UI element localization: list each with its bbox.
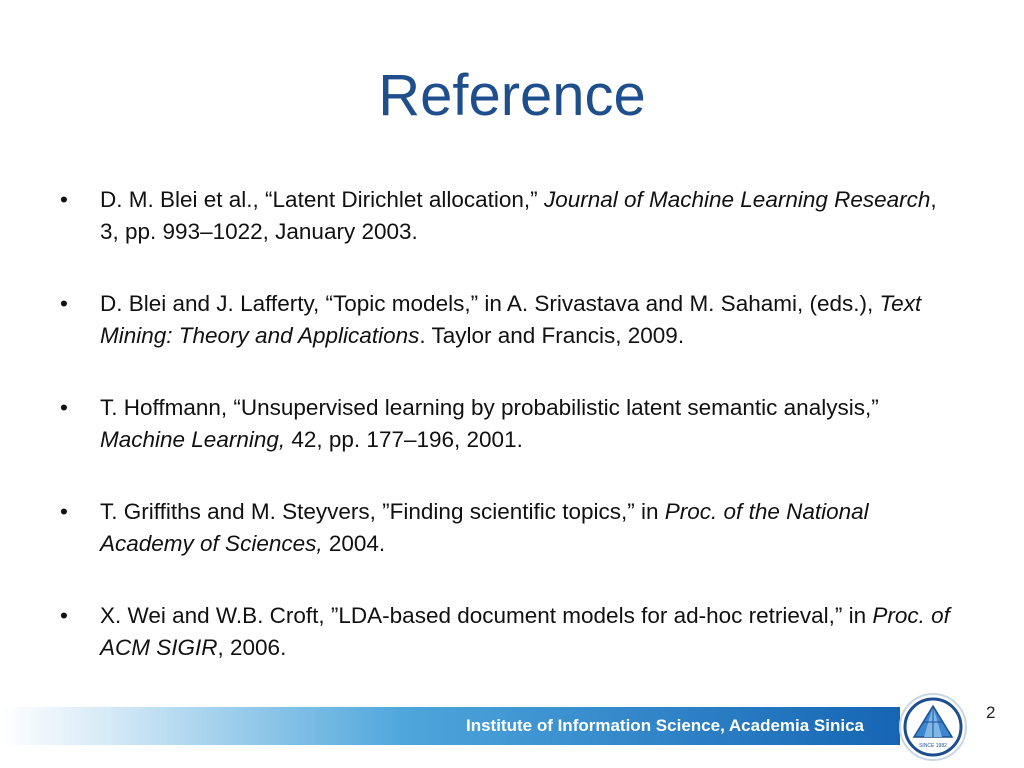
footer-institution: Institute of Information Science, Academia Sinica [465,716,864,735]
reference-venue: Machine Learning, [100,427,286,452]
reference-venue: Journal of Machine Learning Research [543,187,931,212]
reference-item [60,600,960,664]
bullet: • [60,291,68,316]
page-number: 2 [986,703,996,722]
bullet: • [60,395,68,420]
reference-details: . Taylor and Francis, 2009. [419,323,685,348]
bullet: • [60,499,68,524]
reference-details: , 3, pp. 993–1022, January 2003. [100,187,937,244]
reference-details: 42, pp. 177–196, 2001. [285,427,523,452]
reference-venue: Text Mining: Theory and Applications [100,291,922,348]
reference-item [60,496,960,560]
slide-title: Reference [378,63,646,128]
reference-details: , 2006. [217,635,287,660]
reference-venue: Proc. of ACM SIGIR [100,603,950,660]
reference-text: X. Wei and W.B. Croft, ”LDA-based document models for ad-hoc retrieval,” in [100,603,873,628]
reference-text: D. M. Blei et al., “Latent Dirichlet allocation,” [100,187,544,212]
reference-text: D. Blei and J. Lafferty, “Topic models,” in A. Srivastava and M. Sahami, (eds.), [100,291,880,316]
bullet: • [60,187,68,212]
reference-venue: Proc. of the National Academy of Sciences, [100,499,869,556]
reference-item [60,392,960,456]
logo-text: SINCE 1982 [919,743,947,749]
reference-text: T. Hoffmann, “Unsupervised learning by probabilistic latent semantic analysis,” [100,395,879,420]
reference-item [60,288,960,352]
footer-bar [0,707,900,745]
academia-sinica-logo [898,692,968,762]
reference-item [60,184,960,248]
bullet: • [60,603,68,628]
reference-text: T. Griffiths and M. Steyvers, ”Finding scientific topics,” in [100,499,665,524]
reference-list [60,184,960,664]
reference-details: 2004. [322,531,386,556]
